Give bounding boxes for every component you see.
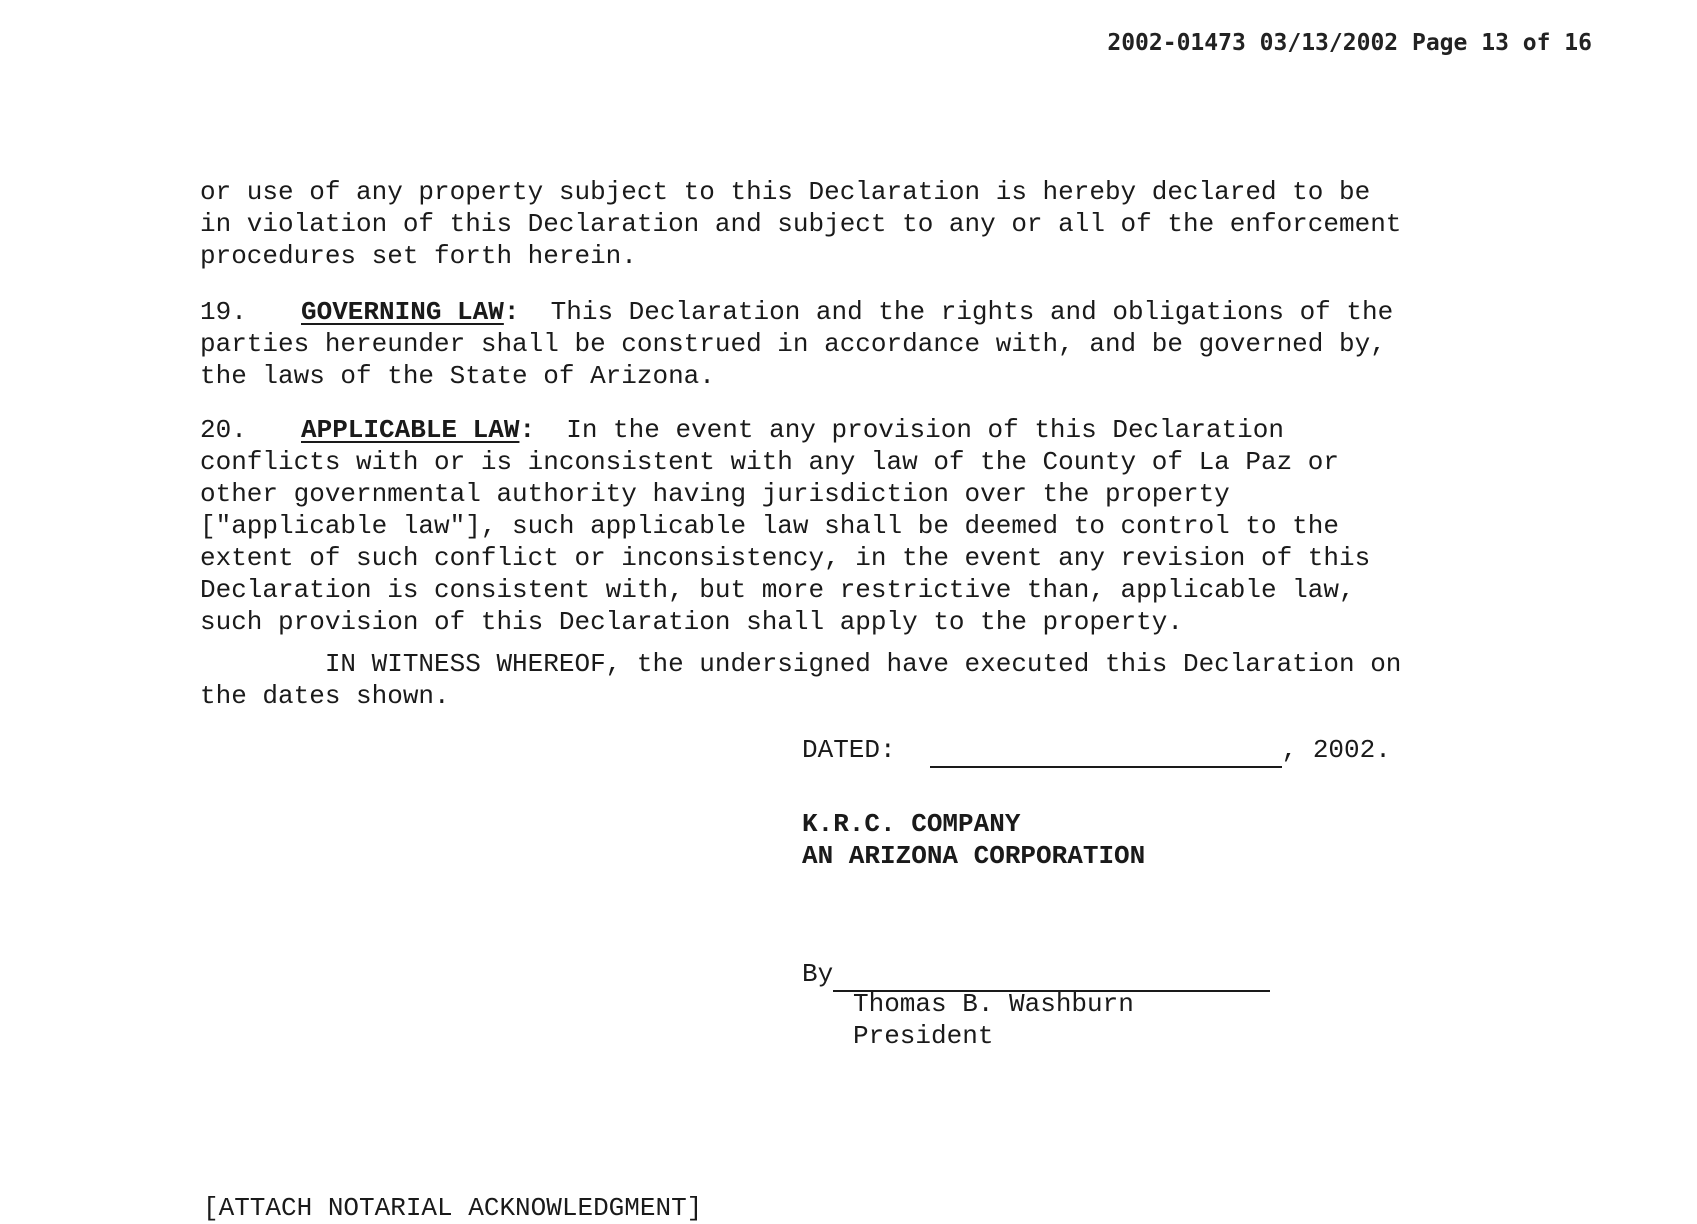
continuation-line: in violation of this Declaration and subject to any or all of the enforcement — [200, 209, 1402, 239]
signer-name: Thomas B. Washburn — [853, 989, 1134, 1019]
section-line: ["applicable law"], such applicable law shall be deemed to control to the — [200, 511, 1339, 541]
section-line: Declaration is consistent with, but more restrictive than, applicable law, — [200, 575, 1355, 605]
witness-clause — [200, 648, 1401, 712]
company-name: K.R.C. COMPANY — [802, 809, 1021, 839]
heading-colon: : — [503, 297, 520, 327]
dated-label: DATED: — [802, 735, 896, 765]
section-line: extent of such conflict or inconsistency, in the event any revision of this — [200, 543, 1371, 573]
section-heading: GOVERNING LAW — [301, 297, 504, 327]
section-text: This Declaration and the rights and obligations of the — [519, 297, 1394, 327]
section-19-paragraph — [200, 296, 1393, 392]
continuation-line: procedures set forth herein. — [200, 241, 637, 271]
section-heading: APPLICABLE LAW — [301, 415, 520, 445]
signer-title: President — [853, 1021, 994, 1051]
witness-line: the dates shown. — [200, 681, 450, 711]
signature-blank — [833, 958, 1270, 992]
company-type: AN ARIZONA CORPORATION — [802, 841, 1146, 871]
witness-line: IN WITNESS WHEREOF, the undersigned have executed this Declaration on — [200, 649, 1402, 679]
date-blank — [930, 734, 1282, 768]
section-text: In the event any provision of this Declaration — [535, 415, 1284, 445]
section-line: conflicts with or is inconsistent with any law of the County of La Paz or — [200, 447, 1339, 477]
section-number: 19. — [200, 297, 247, 327]
dated-line — [802, 734, 1391, 768]
section-20-paragraph — [200, 414, 1370, 638]
section-line: such provision of this Declaration shall apply to the property. — [200, 607, 1183, 637]
signature-line — [802, 958, 1270, 992]
section-line: other governmental authority having jurisdiction over the property — [200, 479, 1230, 509]
by-label: By — [802, 959, 834, 989]
section-line: parties hereunder shall be construed in accordance with, and be governed by, — [200, 329, 1386, 359]
year-suffix: , 2002. — [1281, 735, 1391, 765]
continuation-line: or use of any property subject to this Declaration is hereby declared to be — [200, 177, 1371, 207]
notarial-note: [ATTACH NOTARIAL ACKNOWLEDGMENT] — [203, 1193, 703, 1223]
recording-stamp: 2002-01473 03/13/2002 Page 13 of 16 — [1107, 30, 1592, 56]
heading-colon: : — [519, 415, 536, 445]
section-line: the laws of the State of Arizona. — [200, 361, 715, 391]
continuation-paragraph — [200, 176, 1401, 272]
section-number: 20. — [200, 415, 247, 445]
